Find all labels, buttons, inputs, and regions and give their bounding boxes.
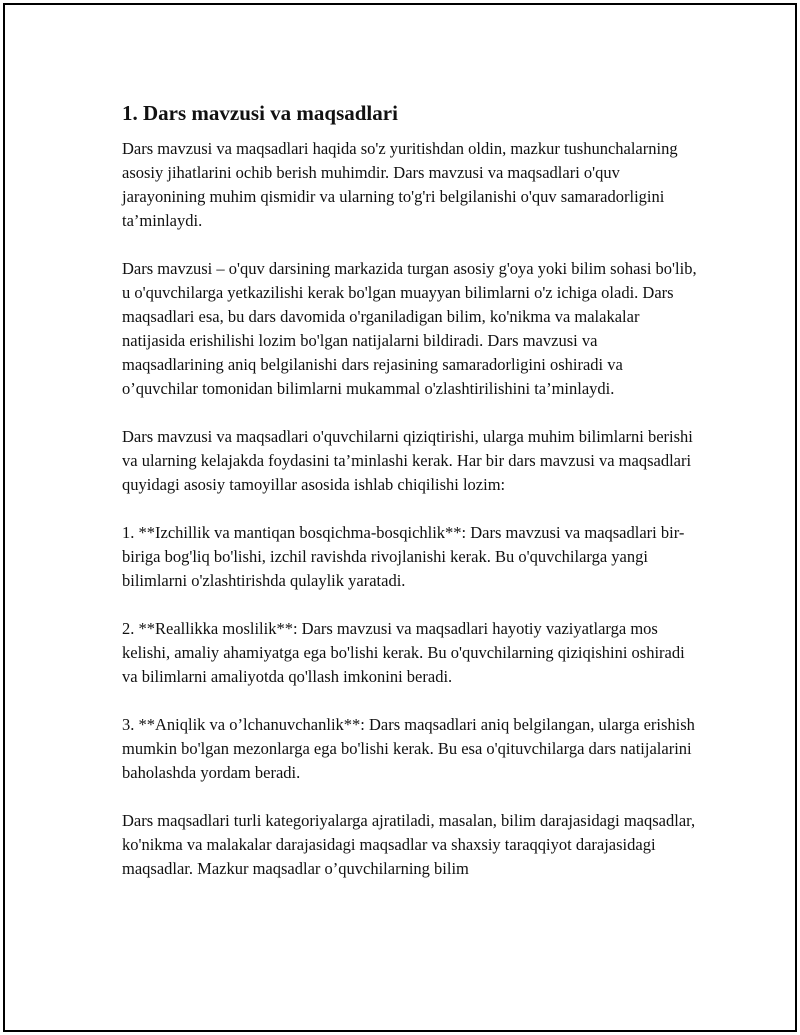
paragraph-principle-3: 3. **Aniqlik va o’lchanuvchanlik**: Dars maqsadlari aniq belgilangan, ularga erishish mumkin bo'lgan mezonlarga ega bo'lishi kerak. Bu esa o'qituvchilarga dars natijalarini baholashda yordam beradi.: [122, 715, 695, 782]
paragraph-definition: Dars mavzusi – o'quv darsining markazida turgan asosiy g'oya yoki bilim sohasi bo'lib, u o'quvchilarga yetkazilishi kerak bo'lgan muayyan bilimlarni o'z ichiga oladi. Dars maqsadlari esa, bu dars davomida o'rganiladigan bilim, ko'nikma va malakalar natijasida erishilishi lozim bo'lgan natijalarni bildiradi. Dars mavzusi va maqsadlarining aniq belgilanishi dars rejasining samaradorligini oshiradi va o’quvchilar tomonidan bilimlarni mukammal o'zlashtirilishini ta’minlaydi.: [122, 259, 697, 398]
paragraph-intro: Dars mavzusi va maqsadlari haqida so'z yuritishdan oldin, mazkur tushunchalarning asosiy jihatlarini ochib berish muhimdir. Dars mavzusi va maqsadlari o'quv jarayonining muhim qismidir va ularning to'g'ri belgilanishi o'quv samaradorligini ta’minlaydi.: [122, 139, 678, 230]
document-body: [122, 99, 697, 905]
document-page: [3, 3, 797, 1032]
paragraph-principle-1: 1. **Izchillik va mantiqan bosqichma-bosqichlik**: Dars mavzusi va maqsadlari bir-biriga bog'liq bo'lishi, izchil ravishda rivojlanishi kerak. Bu o'quvchilarga yangi bilimlarni o'zlashtirishda qulaylik yaratadi.: [122, 523, 685, 590]
paragraph-principles-intro: Dars mavzusi va maqsadlari o'quvchilarni qiziqtirishi, ularga muhim bilimlarni berishi va ularning kelajakda foydasini ta’minlashi kerak. Har bir dars mavzusi va maqsadlari quyidagi asosiy tamoyillar asosida ishlab chiqilishi lozim:: [122, 427, 693, 494]
paragraph-principle-2: 2. **Reallikka moslilik**: Dars mavzusi va maqsadlari hayotiy vaziyatlarga mos kelishi, amaliy ahamiyatga ega bo'lishi kerak. Bu o'quvchilarning qiziqishini oshiradi va bilimlarni amaliyotda qo'llash imkonini beradi.: [122, 619, 685, 686]
section-heading: 1. Dars mavzusi va maqsadlari: [122, 101, 398, 125]
paragraph-categories: Dars maqsadlari turli kategoriyalarga ajratiladi, masalan, bilim darajasidagi maqsadlar, ko'nikma va malakalar darajasidagi maqsadlar va shaxsiy taraqqiyot darajasidagi maqsadlar. Mazkur maqsadlar o’quvchilarning bilim: [122, 811, 696, 878]
